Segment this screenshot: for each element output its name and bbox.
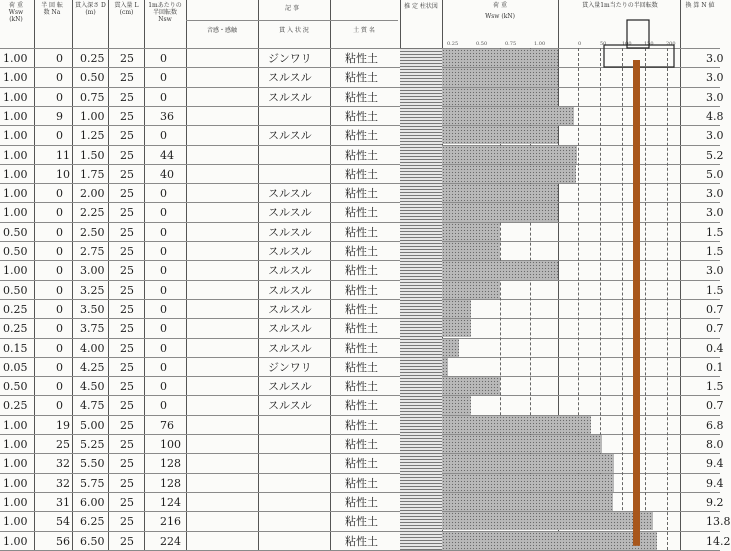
penetration-state: スルスル — [268, 302, 312, 316]
depth-value: 5.25 — [80, 438, 105, 451]
penetration-value: 25 — [120, 187, 134, 201]
header-half-turns: 半 回 転 数 Na — [41, 2, 63, 16]
converted-n-value: 3.0 — [706, 90, 724, 104]
converted-n-value: 3.0 — [706, 206, 724, 220]
penetration-value: 25 — [120, 534, 134, 548]
wsw-value: 1.00 — [3, 534, 28, 548]
penetration-value: 25 — [120, 360, 134, 374]
penetration-value: 25 — [120, 457, 134, 471]
depth-value: 4.50 — [80, 380, 105, 394]
header-state: 貫 入 状 況 — [279, 27, 309, 34]
nsw-value: 0 — [160, 245, 167, 258]
penetration-value: 25 — [120, 129, 134, 143]
depth-value: 3.50 — [80, 302, 105, 316]
nsw-value: 76 — [160, 418, 174, 432]
half-turns-value: 0 — [56, 52, 63, 65]
header-graph: 貫入量1m当たりの半回転数 — [582, 2, 658, 9]
header-notes: 記 事 — [285, 5, 299, 12]
soil-name: 粘性土 — [345, 534, 378, 548]
soil-name: 粘性土 — [345, 71, 378, 85]
penetration-value: 25 — [120, 148, 134, 162]
wsw-value: 1.00 — [3, 438, 28, 451]
header-load-sub: Wsw (kN) — [485, 13, 515, 20]
wsw-value: 1.00 — [3, 495, 28, 509]
soil-name: 粘性土 — [345, 245, 378, 258]
nsw-value: 0 — [160, 90, 167, 104]
wsw-value: 0.05 — [3, 360, 28, 374]
half-turns-value: 0 — [56, 225, 63, 239]
penetration-state: スルスル — [268, 322, 312, 336]
nsw-value: 216 — [160, 515, 181, 529]
converted-n-value: 9.4 — [706, 476, 724, 490]
depth-value: 5.75 — [80, 476, 105, 490]
depth-value: 1.00 — [80, 109, 105, 123]
nsw-scale-tick: 50 — [600, 41, 607, 47]
wsw-value: 1.00 — [3, 129, 28, 143]
penetration-state: スルスル — [268, 187, 312, 201]
depth-value: 6.00 — [80, 495, 105, 509]
wsw-value: 1.00 — [3, 52, 28, 65]
wsw-value: 0.25 — [3, 399, 28, 413]
wsw-value: 1.00 — [3, 167, 28, 181]
wsw-value: 1.00 — [3, 71, 28, 85]
header-depth: 貫入深さ D (m) — [75, 2, 106, 16]
penetration-value: 25 — [120, 167, 134, 181]
penetration-state: スルスル — [268, 283, 312, 297]
converted-n-value: 1.5 — [706, 283, 724, 297]
header-soil: 土 質 名 — [353, 27, 375, 34]
soil-name: 粘性土 — [345, 515, 378, 529]
depth-value: 4.75 — [80, 399, 105, 413]
depth-value: 1.25 — [80, 129, 105, 143]
nsw-value: 0 — [160, 360, 167, 374]
converted-n-value: 1.5 — [706, 245, 724, 258]
converted-n-value: 14.2 — [706, 534, 731, 548]
nsw-value: 0 — [160, 206, 167, 220]
weight-head — [627, 20, 649, 48]
penetration-value: 25 — [120, 399, 134, 413]
header-load: 荷 重 — [493, 2, 507, 9]
nsw-value: 0 — [160, 302, 167, 316]
depth-value: 0.50 — [80, 71, 105, 85]
nsw-value: 0 — [160, 71, 167, 85]
load-scale-tick: 1.00 — [534, 41, 546, 47]
soil-name: 粘性土 — [345, 322, 378, 336]
soil-name: 粘性土 — [345, 302, 378, 316]
half-turns-value: 0 — [56, 322, 63, 336]
half-turns-value: 0 — [56, 360, 63, 374]
wsw-value: 1.00 — [3, 515, 28, 529]
soil-name: 粘性土 — [345, 457, 378, 471]
half-turns-value: 0 — [56, 399, 63, 413]
depth-value: 3.75 — [80, 322, 105, 336]
wsw-value: 1.00 — [3, 109, 28, 123]
depth-value: 4.00 — [80, 341, 105, 355]
wsw-value: 0.50 — [3, 380, 28, 394]
nsw-value: 0 — [160, 225, 167, 239]
converted-n-value: 13.8 — [706, 515, 731, 529]
soil-name: 粘性土 — [345, 109, 378, 123]
nsw-value: 224 — [160, 534, 181, 548]
half-turns-value: 11 — [56, 148, 70, 162]
penetration-value: 25 — [120, 245, 134, 258]
half-turns-value: 25 — [56, 438, 70, 451]
nsw-value: 0 — [160, 399, 167, 413]
converted-n-value: 0.7 — [706, 322, 724, 336]
penetration-value: 25 — [120, 52, 134, 65]
half-turns-value: 0 — [56, 302, 63, 316]
converted-n-value: 9.4 — [706, 457, 724, 471]
soil-name: 粘性土 — [345, 476, 378, 490]
nsw-value: 36 — [160, 109, 174, 123]
nsw-value: 124 — [160, 495, 181, 509]
converted-n-value: 3.0 — [706, 264, 724, 278]
half-turns-value: 32 — [56, 457, 70, 471]
wsw-value: 0.25 — [3, 322, 28, 336]
converted-n-value: 5.2 — [706, 148, 724, 162]
penetration-value: 25 — [120, 341, 134, 355]
soil-name: 粘性土 — [345, 264, 378, 278]
penetration-state: スルスル — [268, 71, 312, 85]
wsw-value: 0.50 — [3, 245, 28, 258]
soil-name: 粘性土 — [345, 167, 378, 181]
half-turns-value: 54 — [56, 515, 70, 529]
penetration-value: 25 — [120, 380, 134, 394]
penetration-value: 25 — [120, 225, 134, 239]
nsw-value: 0 — [160, 322, 167, 336]
depth-value: 0.75 — [80, 90, 105, 104]
half-turns-value: 56 — [56, 534, 70, 548]
nsw-value: 40 — [160, 167, 174, 181]
penetration-value: 25 — [120, 418, 134, 432]
nsw-value: 0 — [160, 380, 167, 394]
penetration-value: 25 — [120, 71, 134, 85]
half-turns-value: 9 — [56, 109, 63, 123]
wsw-value: 1.00 — [3, 264, 28, 278]
converted-n-value: 0.4 — [706, 341, 724, 355]
converted-n-value: 0.1 — [706, 360, 724, 374]
penetration-value: 25 — [120, 322, 134, 336]
header-wsw: 荷 重 Wsw (kN) — [8, 2, 24, 23]
header-penetration: 貫入量 L (cm) — [114, 2, 139, 16]
half-turns-value: 0 — [56, 90, 63, 104]
soil-name: 粘性土 — [345, 418, 378, 432]
soil-name: 粘性土 — [345, 52, 378, 65]
half-turns-value: 0 — [56, 283, 63, 297]
load-scale-tick: 0.25 — [447, 41, 459, 47]
converted-n-value: 5.0 — [706, 167, 724, 181]
half-turns-value: 0 — [56, 380, 63, 394]
wsw-value: 1.00 — [3, 418, 28, 432]
nsw-value: 44 — [160, 148, 174, 162]
converted-n-value: 3.0 — [706, 187, 724, 201]
half-turns-value: 0 — [56, 206, 63, 220]
wsw-value: 0.15 — [3, 341, 28, 355]
penetration-state: スルスル — [268, 264, 312, 278]
wsw-value: 1.00 — [3, 476, 28, 490]
nsw-scale-tick: 0 — [578, 41, 582, 47]
converted-n-value: 6.8 — [706, 418, 724, 432]
penetration-value: 25 — [120, 495, 134, 509]
soil-name: 粘性土 — [345, 187, 378, 201]
sounding-rod — [633, 60, 640, 546]
nsw-value: 0 — [160, 187, 167, 201]
penetration-value: 25 — [120, 264, 134, 278]
half-turns-value: 0 — [56, 264, 63, 278]
penetration-state: スルスル — [268, 129, 312, 143]
penetration-value: 25 — [120, 206, 134, 220]
penetration-value: 25 — [120, 476, 134, 490]
soil-name: 粘性土 — [345, 380, 378, 394]
header-column: 推 定 柱状図 — [404, 3, 438, 10]
converted-n-value: 4.8 — [706, 109, 724, 123]
half-turns-value: 0 — [56, 245, 63, 258]
nsw-value: 0 — [160, 52, 167, 65]
penetration-state: スルスル — [268, 206, 312, 220]
nsw-scale-tick: 100 — [622, 41, 632, 47]
soil-name: 粘性土 — [345, 341, 378, 355]
header-nsw: 1mあたりの半回転数 Nsw — [148, 2, 182, 23]
penetration-value: 25 — [120, 283, 134, 297]
nsw-value: 100 — [160, 438, 181, 451]
converted-n-value: 3.0 — [706, 129, 724, 143]
converted-n-value: 1.5 — [706, 380, 724, 394]
half-turns-value: 32 — [56, 476, 70, 490]
half-turns-value: 0 — [56, 341, 63, 355]
depth-value: 3.00 — [80, 264, 105, 278]
converted-n-value: 0.7 — [706, 399, 724, 413]
header-last: 換 算 N 値 — [685, 2, 715, 9]
depth-value: 2.75 — [80, 245, 105, 258]
penetration-value: 25 — [120, 302, 134, 316]
depth-value: 1.75 — [80, 167, 105, 181]
wsw-value: 0.50 — [3, 283, 28, 297]
wsw-value: 1.00 — [3, 206, 28, 220]
soil-name: 粘性土 — [345, 225, 378, 239]
soil-name: 粘性土 — [345, 148, 378, 162]
nsw-value: 0 — [160, 264, 167, 278]
load-scale-tick: 0.75 — [505, 41, 517, 47]
nsw-value: 0 — [160, 341, 167, 355]
penetration-state: ジンワリ — [268, 52, 312, 65]
wsw-value: 0.50 — [3, 225, 28, 239]
nsw-value: 0 — [160, 129, 167, 143]
penetration-state: ジンワリ — [268, 360, 312, 374]
soil-name: 粘性土 — [345, 438, 378, 451]
depth-value: 0.25 — [80, 52, 105, 65]
soil-name: 粘性土 — [345, 206, 378, 220]
soil-name: 粘性土 — [345, 90, 378, 104]
wsw-value: 1.00 — [3, 90, 28, 104]
penetration-value: 25 — [120, 90, 134, 104]
wsw-value: 1.00 — [3, 457, 28, 471]
half-turns-value: 0 — [56, 187, 63, 201]
half-turns-value: 31 — [56, 495, 70, 509]
header-sound: 音感・感触 — [206, 27, 237, 34]
penetration-state: スルスル — [268, 380, 312, 394]
penetration-state: スルスル — [268, 341, 312, 355]
load-scale-tick: 0.50 — [476, 41, 488, 47]
nsw-value: 128 — [160, 476, 181, 490]
penetration-value: 25 — [120, 109, 134, 123]
depth-value: 4.25 — [80, 360, 105, 374]
penetration-state: スルスル — [268, 90, 312, 104]
converted-n-value: 3.0 — [706, 52, 724, 65]
depth-value: 2.50 — [80, 225, 105, 239]
wsw-value: 1.00 — [3, 187, 28, 201]
wsw-value: 1.00 — [3, 148, 28, 162]
penetration-value: 25 — [120, 515, 134, 529]
depth-value: 2.25 — [80, 206, 105, 220]
half-turns-value: 10 — [56, 167, 70, 181]
converted-n-value: 3.0 — [706, 71, 724, 85]
depth-value: 1.50 — [80, 148, 105, 162]
nsw-scale-tick: 150 — [644, 41, 654, 47]
nsw-scale-tick: 200 — [666, 41, 676, 47]
depth-value: 6.25 — [80, 515, 105, 529]
depth-value: 5.00 — [80, 418, 105, 432]
penetration-state: スルスル — [268, 399, 312, 413]
soil-name: 粘性土 — [345, 399, 378, 413]
penetration-value: 25 — [120, 438, 134, 451]
depth-value: 6.50 — [80, 534, 105, 548]
half-turns-value: 19 — [56, 418, 70, 432]
soil-name: 粘性土 — [345, 495, 378, 509]
depth-value: 3.25 — [80, 283, 105, 297]
converted-n-value: 9.2 — [706, 495, 724, 509]
converted-n-value: 8.0 — [706, 438, 724, 451]
soil-name: 粘性土 — [345, 360, 378, 374]
converted-n-value: 0.7 — [706, 302, 724, 316]
soil-name: 粘性土 — [345, 283, 378, 297]
soil-name: 粘性土 — [345, 129, 378, 143]
depth-value: 5.50 — [80, 457, 105, 471]
half-turns-value: 0 — [56, 71, 63, 85]
wsw-value: 0.25 — [3, 302, 28, 316]
converted-n-value: 1.5 — [706, 225, 724, 239]
penetration-state: スルスル — [268, 225, 312, 239]
penetration-state: スルスル — [268, 245, 312, 258]
nsw-value: 128 — [160, 457, 181, 471]
depth-value: 2.00 — [80, 187, 105, 201]
nsw-value: 0 — [160, 283, 167, 297]
half-turns-value: 0 — [56, 129, 63, 143]
